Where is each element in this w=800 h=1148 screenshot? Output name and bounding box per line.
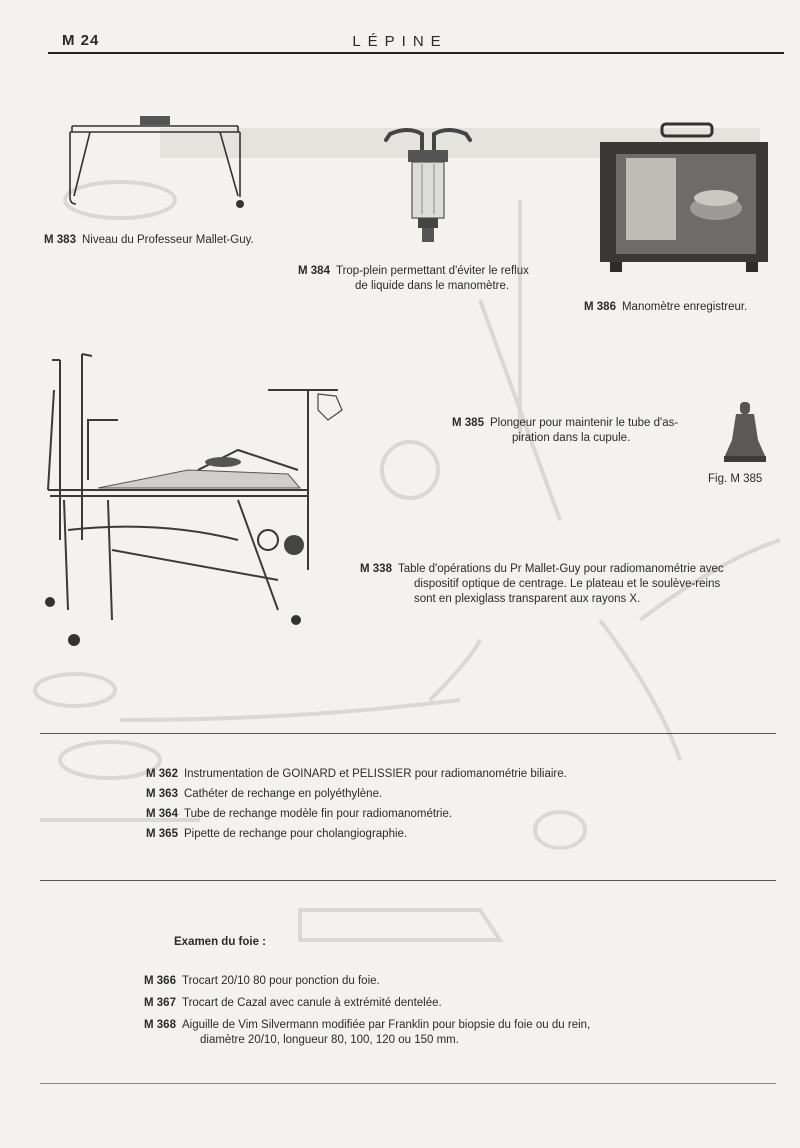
- list-item-m363: M 363 Cathéter de rechange en polyéthylène.: [146, 788, 383, 800]
- list-item-m368: M 368 Aiguille de Vim Silvermann modifiée par Franklin pour biopsie du foie ou du rein, diamètre 20/10, longueur 80, 100, 120 ou 150 mm.: [144, 1019, 591, 1046]
- divider-2: [40, 880, 776, 881]
- illustration-m338-operating-table: [38, 350, 348, 650]
- list-item-m367: M 367 Trocart de Cazal avec canule à extrémité dentelée.: [144, 997, 442, 1009]
- fig-label-m385: Fig. M 385: [708, 473, 763, 485]
- illustration-m384-overflow-trap: [378, 120, 478, 250]
- page-number: M 24: [62, 32, 100, 49]
- caption-m386: M 386 Manomètre enregistreur.: [584, 301, 748, 313]
- caption-m385: M 385 Plongeur pour maintenir le tube d'as- piration dans la cupule.: [452, 417, 679, 444]
- list-item-m362: M 362 Instrumentation de GOINARD et PELISSIER pour radiomanométrie biliaire.: [146, 768, 567, 780]
- section-heading-foie: Examen du foie :: [174, 936, 267, 948]
- list-item-m365: M 365 Pipette de rechange pour cholangiographie.: [146, 828, 408, 840]
- page-title: LÉPINE: [352, 33, 448, 50]
- list-item-m366: M 366 Trocart 20/10 80 pour ponction du foie.: [144, 975, 380, 987]
- caption-m338: M 338 Table d'opérations du Pr Mallet-Guy pour radiomanométrie avec dispositif optique de centrage. Le plateau et le soulève-reins sont en plexiglass transparent aux rayons X.: [360, 563, 724, 605]
- illustration-m386-recording-manometer: [596, 118, 776, 278]
- illustration-m383-level: [60, 112, 260, 212]
- caption-m383: M 383 Niveau du Professeur Mallet-Guy.: [44, 234, 254, 246]
- divider-3: [40, 1083, 776, 1084]
- header-rule: [48, 52, 784, 54]
- divider-1: [40, 733, 776, 734]
- caption-m384: M 384 Trop-plein permettant d'éviter le reflux de liquide dans le manomètre.: [298, 265, 529, 292]
- illustration-m385-plunger: [716, 400, 776, 466]
- list-item-m364: M 364 Tube de rechange modèle fin pour radiomanométrie.: [146, 808, 453, 820]
